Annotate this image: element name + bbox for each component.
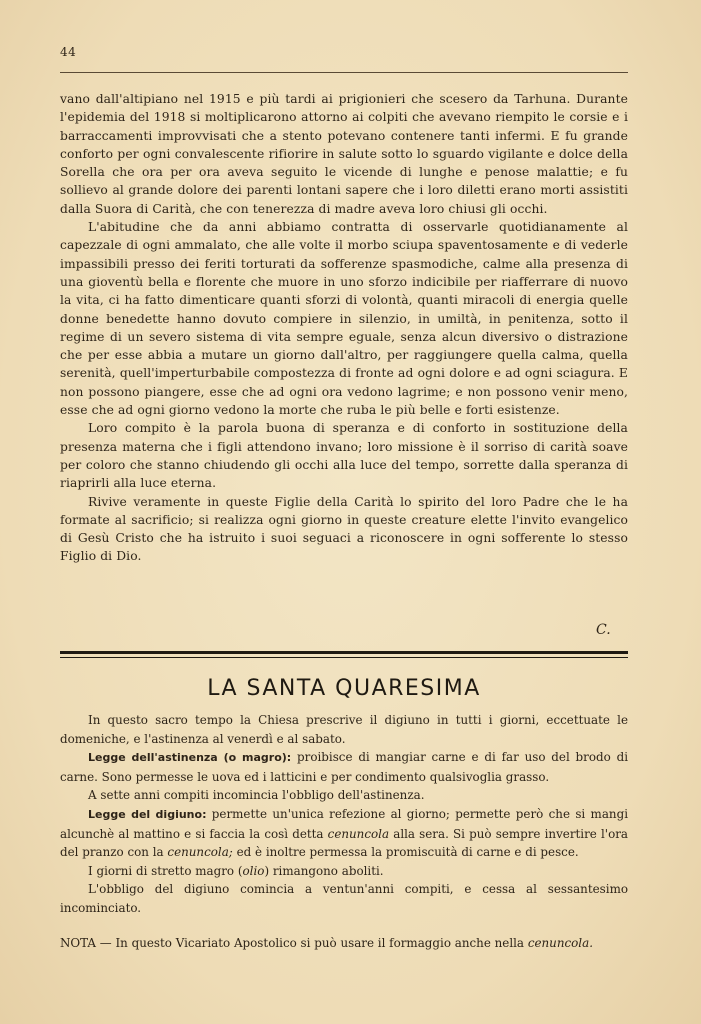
fasting-law-italic-a: cenuncola xyxy=(327,826,390,841)
fasting-law-italic-b: cenuncola; xyxy=(167,845,233,860)
rules-paragraph-abstinence xyxy=(60,748,628,786)
strict-days-italic: olio xyxy=(242,863,265,878)
article-paragraph: Loro compito è la parola buona di speranza e di conforto in sostituzione della presenza materna che i figli attendono invano; loro missione è il sorriso di carità soave per coloro che stanno chiudendo gli occhi alla luce del tempo, sorrette dalla speranza di riaprirli alla luce eterna. xyxy=(60,421,628,491)
fasting-law-text-c: ed è inoltre permessa la promiscuità di carne e di pesce. xyxy=(232,845,579,860)
rules-paragraph: In questo sacro tempo la Chiesa prescrive il digiuno in tutti i giorni, eccettuate le domeniche, e l'astinenza al venerdì e al sabato. xyxy=(60,713,628,746)
article-paragraph: vano dall'altipiano nel 1915 e più tardi ai prigionieri che scesero da Tarhuna. Durante l'epidemia del 1918 si moltiplicarono attorno ai colpiti che avevano riempito le corsie e i barraccamenti improvvisati che a stento potevano contenere tanti infermi. E fu grande conforto per ogni convalescente rifiorire in salute sotto lo sguardo vigilante e dolce della Sorella che ora per ora aveva seguito le vicende di lunghe e penose malattie; e fu sollievo al grande dolore dei parenti lontani sapere che i loro diletti erano morti assistiti dalla Suora di Carità, che con tenerezza di madre aveva loro chiusi gli occhi. xyxy=(60,92,628,216)
fasting-law-text-b: alla sera. Si può sempre invertire l'ora del pranzo con la xyxy=(60,826,628,860)
lent-rules xyxy=(60,711,628,918)
section-divider-thick xyxy=(60,651,628,654)
article-paragraph: Rivive veramente in queste Figlie della Carità lo spirito del loro Padre che le ha formate al sacrificio; si realizza ogni giorno in queste creature elette l'invito evangelico di Gesù Cristo che ha istruito i suoi seguaci a riconoscere in ogni sofferente lo stesso Figlio di Dio. xyxy=(60,494,628,564)
note-italic: cenuncola. xyxy=(527,936,593,950)
header-rule xyxy=(60,72,628,73)
rules-paragraph-fasting xyxy=(60,805,628,862)
article-signature: C. xyxy=(596,622,611,638)
page-number: 44 xyxy=(60,45,77,59)
strict-days-text-a: I giorni di stretto magro ( xyxy=(88,863,243,878)
fasting-law-label: Legge del digiuno: xyxy=(88,807,207,821)
note-text: NOTA — In questo Vicariato Apostolico si può usare il formaggio anche nella xyxy=(60,936,528,950)
rules-paragraph: A sette anni compiti incomincia l'obbligo dell'astinenza. xyxy=(88,788,425,803)
strict-days-text-b: ) rimangono aboliti. xyxy=(264,863,384,878)
article-body xyxy=(60,90,628,566)
section-divider-thin xyxy=(60,657,628,658)
article-paragraph: L'abitudine che da anni abbiamo contratta di osservarle quotidianamente al capezzale di ogni ammalato, che alle volte il morbo sciupa spaventosamente e di vederle impassibili presso dei feriti torturati da sofferenze spasmodiche, calme alla presenza di una gioventù bella e florente che muore in uno sforzo indicibile per riafferrare di nuovo la vita, ci ha fatto dimenticare quanti sforzi di volontà, quanti miracoli di energia quelle donne benedette hanno dovuto compiere in silenzio, in umiltà, in penitenza, sotto il regime di un severo sistema di vita sempre eguale, senza alcun diversivo o distrazione che per esse abbia a mutare un giorno dall'altro, per raggiungere quella calma, quella serenità, quell'imperturbabile compostezza di fronte ad ogni dolore e ad ogni sciagura. E non possono piangere, esse che ad ogni ora vedono lagrime; e non possono venir meno, esse che ad ogni giorno vedono la morte che ruba le più belle e forti esistenze. xyxy=(60,220,628,418)
rules-paragraph: L'obbligo del digiuno comincia a ventun'anni compiti, e cessa al sessantesimo incominciato. xyxy=(60,882,628,915)
note xyxy=(60,934,628,952)
abstinence-law-text: proibisce di mangiar carne e di far uso del brodo di carne. Sono permesse le uova ed i latticini e per condimento qualsivoglia grasso. xyxy=(60,750,629,784)
abstinence-law-label: Legge dell'astinenza (o magro): xyxy=(88,751,292,765)
fasting-law-text-a: permette un'unica refezione al giorno; permette però che si mangi alcunchè al mattino e si faccia la così detta xyxy=(60,806,628,841)
section-title: LA SANTA QUARESIMA xyxy=(207,676,481,701)
rules-paragraph-strict-days xyxy=(60,862,628,881)
